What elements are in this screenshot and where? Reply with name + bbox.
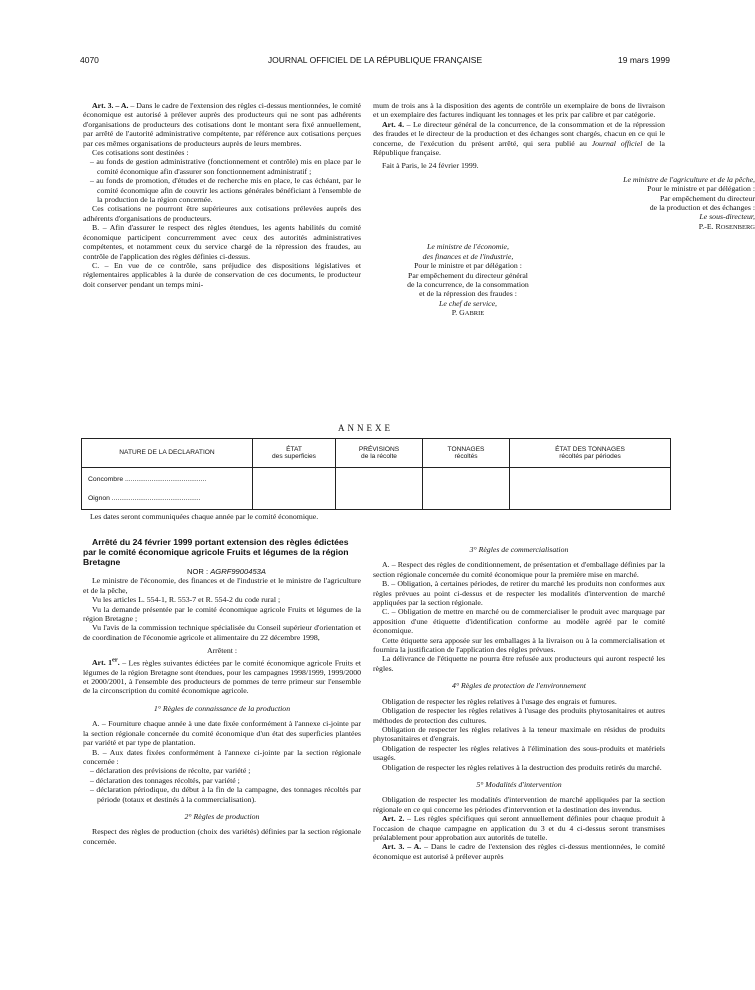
text-paragraph: – déclaration périodique, du début à la fin de la campagne, des tonnages récoltés par période (totaux et destinés à la commercialisation). [90,785,361,804]
text-paragraph: 2° Règles de production [184,811,260,821]
signature-line: Pour le ministre et par délégation : [647,184,755,194]
annexe-cell [253,468,336,510]
signature-line: Le chef de service, [438,298,498,308]
annexe-cell [423,468,510,510]
text-paragraph: A. – Respect des règles de conditionnement, de présentation et d'emballage définies par la section régionale concernée du comité économique pour la première mise en marché. [373,560,665,579]
signature-line: P. GABRIE [451,308,485,318]
signature-line: des finances et de l'industrie, [422,251,514,261]
annexe-body-row [82,468,671,510]
text-paragraph: Obligation de respecter les règles relatives à l'élimination des sous-produits et matériels usagés. [373,743,665,763]
text-paragraph: Cette étiquette sera apposée sur les emballages à la livraison ou à la commercialisation et fournira la justification de l'application des règles prévues. [373,635,665,655]
text-paragraph: Respect des règles de production (choix des variétés) définies par la section régionale concernée. [83,827,361,846]
text-paragraph: 1° Règles de connaissance de la production [153,703,291,713]
text-paragraph: Fait à Paris, le 24 février 1999. [382,161,479,171]
signature-line: Le ministre de l'économie, [427,242,509,252]
text-paragraph: Obligation de respecter les règles relatives à la teneur maximale en résidus de produits phytosanitaires et d'engrais. [373,724,665,744]
text-paragraph: La délivrance de l'étiquette ne pourra être refusée aux producteurs qui auront respecté les règles. [373,654,665,673]
text-paragraph: mum de trois ans à la disposition des agents de contrôle un exemplaire de bons de livraison et un exemplaire des factures indiquant les tonnages et les prix par calibre et par catégorie. [373,101,665,120]
annexe-cell [336,468,423,510]
bottom-right-column [373,537,665,861]
text-paragraph: Art. 4. – Le directeur général de la concurrence, de la consommation et de la répression des fraudes et le directeur de la production et des échanges sont chargés, chacun en ce qui le concerne, de l'exécution du présent arrêté, qui sera publié au Journal officiel de la République française. [373,119,666,158]
text-paragraph: B. – Obligation, à certaines périodes, de retirer du marché les produits non conformes aux règles prévues au point ci-dessus et de respecter les modalités d'intervention de marché appliquées par la section régionale. [373,579,665,608]
text-paragraph: B. – Aux dates fixées conformément à l'annexe ci-jointe par la section régionale concernée : [83,747,361,766]
text-paragraph: – au fonds de gestion administrative (fonctionnement et contrôle) mis en place par le comité économique afin d'assurer son fonctionnement administratif ; [90,157,361,176]
annexe-row-labels [82,468,253,510]
signature-line: et de la répression des fraudes : [419,289,517,299]
signature-line: Le sous-directeur, [699,212,755,222]
annexe-title: ANNEXE [338,423,393,433]
text-paragraph: Art. 3. – A. – Dans le cadre de l'extension des règles ci-dessus mentionnées, le comité économique est autorisé à prélever auprès [373,842,665,861]
text-paragraph: C. – En vue de ce contrôle, sans préjudice des dispositions législatives et réglementaires applicables à la durée de conservation de ces documents, le producteur doit conserver pendant un temps mini- [83,260,361,289]
text-paragraph: Obligation de respecter les règles relatives à l'usage des engrais et fumures. [382,696,617,706]
signature-line: P.-E. ROSENBERG [698,221,755,231]
text-paragraph: Arrêtent : [206,646,238,656]
bottom-left-column [83,537,361,846]
text-paragraph: B. – Afin d'assurer le respect des règles étendues, les agents habilités du comité économique participent concurremment avec ceux des autorités administratives compétentes, et notamment ceux du service chargé de la répression des fraudes, au contrôle de l'application des règles définies ci-dessus. [83,223,361,261]
annexe-header-cell: PRÉVISIONS de la récolte [336,439,423,468]
top-left-column [83,101,361,289]
annexe-cell [510,468,671,510]
signature-line: Par empêchement du directeur [659,193,755,203]
text-paragraph: Obligation de respecter les règles relatives à l'usage des produits phytosanitaires et autres méthodes de protection des cultures. [373,706,665,725]
text-paragraph: – déclaration des prévisions de récolte, par variété ; [90,766,251,776]
top-right-column [373,101,755,319]
row-label-concombre: Concombre ........................................... [88,475,207,483]
nor-reference: NOR : AGRF9900453A [187,567,266,576]
signature-line: de la production et des échanges : [649,203,755,213]
annexe-header-row [82,439,671,468]
text-paragraph: A. – Fourniture chaque année à une date fixée conformément à l'annexe ci-jointe par la section régionale concernée du comité économique d'un état des superficies plantées par variété et par type de plantation. [83,719,361,748]
text-paragraph: Ces cotisations sont destinées : [92,148,189,158]
annexe-header-cell: NATURE DE LA DECLARATION [82,439,253,468]
text-paragraph: Obligation de respecter les modalités d'intervention de marché appliquées par la section régionale en ce qui concerne les périodes d'intervention et la destination des invendus. [373,795,665,814]
signature-line: Pour le ministre et par délégation : [414,261,522,271]
text-paragraph: Vu la demande présentée par le comité économique agricole Fruits et légumes de la région Bretagne ; [83,604,361,624]
annexe-header-cell: ÉTAT DES TONNAGES récoltés par périodes [510,439,671,468]
signature-block [373,175,755,232]
annexe-header-cell: ÉTAT des superficies [253,439,336,468]
annexe-note: Les dates seront communiquées chaque année par le comité économique. [90,512,319,521]
text-paragraph: – au fonds de promotion, d'études et de recherche mis en place, le cas échéant, par le comité économique afin de couvrir les actions générales bénéficiant à l'ensemble de la production de la région concernée. [90,176,361,205]
text-paragraph: Art. 2. – Les règles spécifiques qui seront annuellement définies pour chaque produit à l'occasion de chaque campagne en application du 3 et du 4 ci-dessus seront transmises préalablement pour approbation aux autorités de tutelle. [373,814,665,842]
row-label-oignon: Oignon ............................................... [88,494,201,502]
text-paragraph: Ces cotisations ne pourront être supérieures aux cotisations prélevées auprès des adhérents d'organisations de producteurs. [83,204,361,223]
decree-title: Arrêté du 24 février 1999 portant extension des règles édictées par le comité économique agricole Fruits et légumes de la région Bretagne [83,537,349,567]
text-paragraph: 4° Règles de protection de l'environnement [452,681,586,691]
text-paragraph: Vu les articles L. 554-1, R. 553-7 et R. 554-2 du code rural ; [92,595,281,605]
journal-title: JOURNAL OFFICIEL DE LA RÉPUBLIQUE FRANÇAISE [267,55,483,65]
annexe-table [81,438,671,510]
signature-line: Le ministre de l'agriculture et de la pêche, [623,174,755,184]
page-header [80,55,670,67]
page-number: 4070 [80,55,99,65]
text-paragraph: Le ministre de l'économie, des finances et de l'industrie et le ministre de l'agriculture et de la pêche, [83,576,361,595]
issue-date: 19 mars 1999 [618,55,670,65]
signature-line: de la concurrence, de la consommation [407,279,529,289]
text-paragraph: 5° Modalités d'intervention [476,779,562,789]
annexe-header-cell: TONNAGES récoltés [423,439,510,468]
text-paragraph: Vu l'avis de la commission technique spécialisée du Conseil supérieur d'orientation et de coordination de l'économie agricole et alimentaire du 22 décembre 1998, [83,623,361,642]
text-paragraph: 3° Règles de commercialisation [469,545,569,554]
text-paragraph: Art. 1er. – Les règles suivantes édictées par le comité économique agricole Fruits et légumes de la région Bretagne sont étendues, pour les campagnes 1998/1999, 1999/2000 et 2000/2001, à l'ensemble des producteurs de pommes de terre primeur sur l'ensemble de la circonscription du comité économique agricole. [83,656,361,696]
signature-block [373,242,563,318]
text-paragraph: – déclaration des tonnages récoltés, par variété ; [90,775,240,785]
text-paragraph: C. – Obligation de mettre en marché ou de commercialiser le produit avec marquage par apposition d'une étiquette d'identification conforme au modèle agréé par le comité économique. [373,607,665,636]
text-paragraph: Obligation de respecter les règles relatives à la destruction des produits retirés du marché. [382,762,662,772]
text-paragraph: Art. 3. – A. – Dans le cadre de l'extension des règles ci-dessus mentionnées, le comité économique est autorisé à prélever auprès des producteurs qui ne sont pas adhérents d'organisations de producteurs des cotisations dont le montant sera fixé annuellement, par arrêté de l'autorité administrative compétente, par référence aux cotisations perçues par ces mêmes organisations de producteurs auprès de leurs membres. [83,101,361,148]
signature-line: Par empêchement du directeur général [408,270,528,280]
